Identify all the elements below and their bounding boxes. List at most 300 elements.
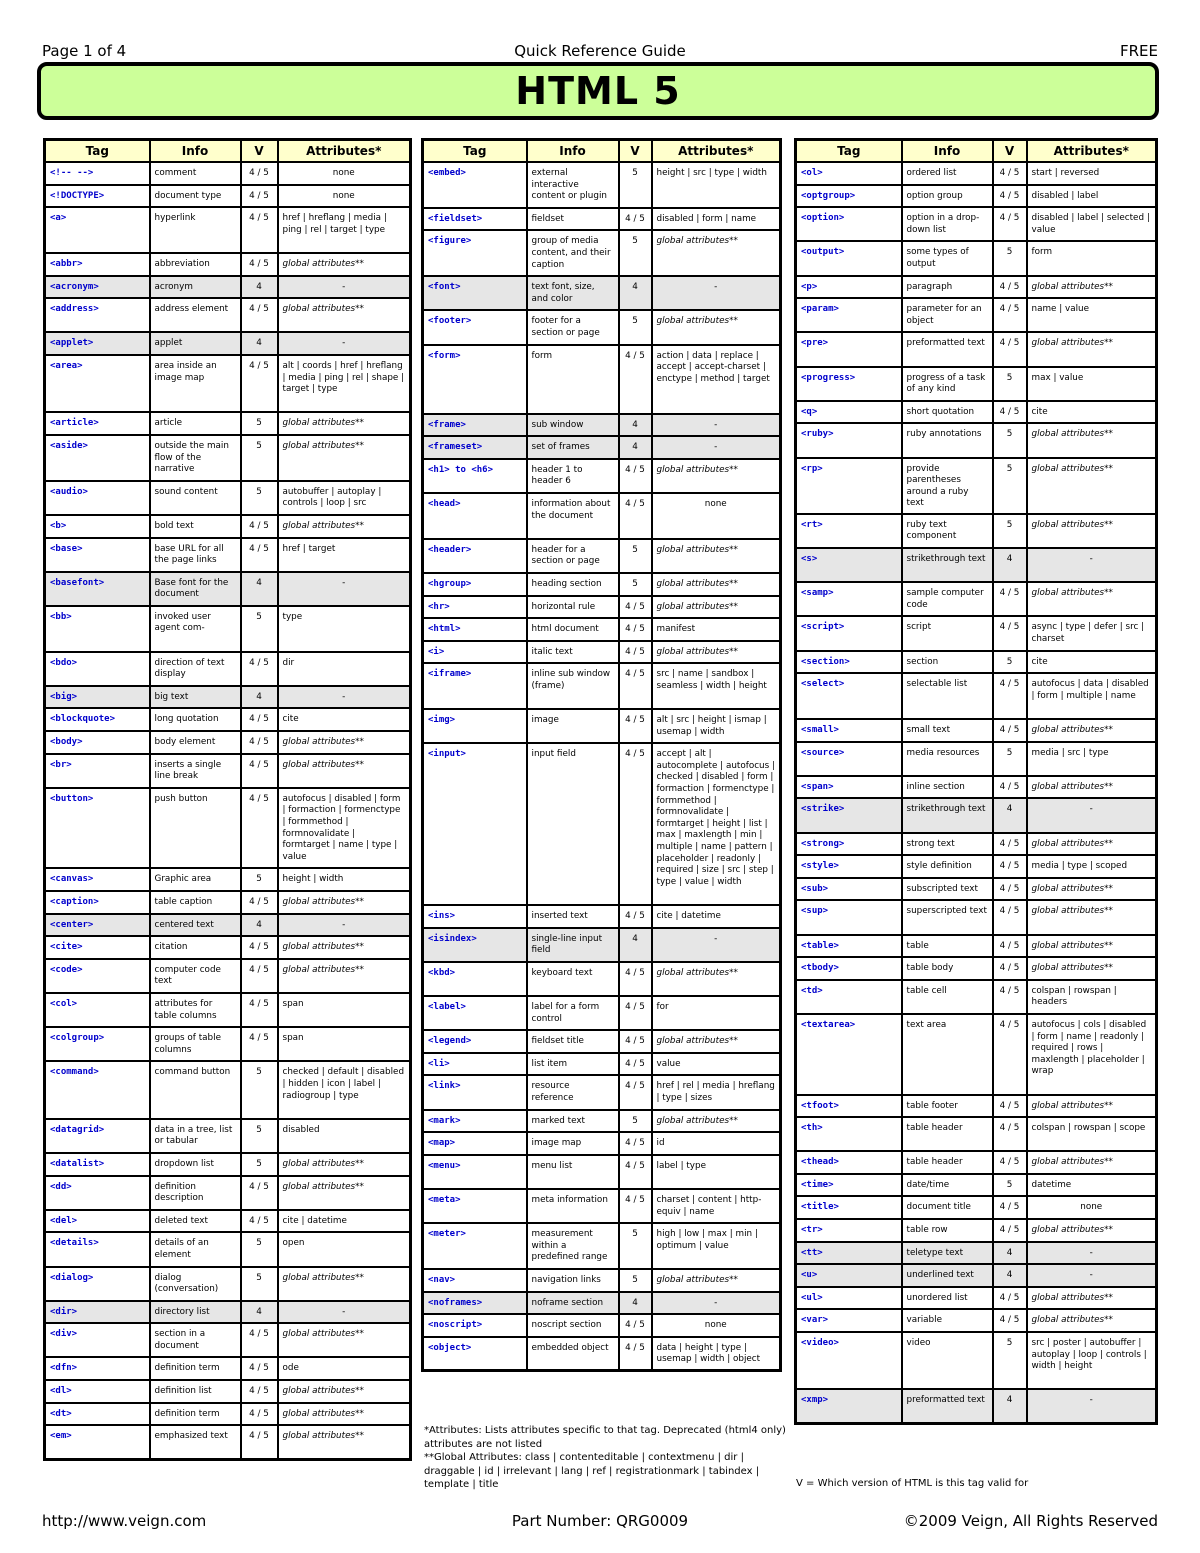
table-row: [423, 905, 781, 928]
tag-cell: <button>: [45, 788, 150, 869]
attributes-cell: -: [652, 928, 781, 962]
attributes-cell: name | value: [1027, 298, 1157, 332]
tag-cell: <blockquote>: [45, 708, 150, 731]
table-row: [423, 1269, 781, 1292]
info-cell: subscripted text: [902, 878, 993, 901]
attributes-cell: global attributes**: [278, 891, 411, 914]
info-cell: fieldset: [527, 208, 619, 231]
table-row: [45, 1119, 411, 1153]
table-row: [796, 241, 1157, 275]
tag-cell: <var>: [796, 1309, 902, 1332]
attributes-cell: -: [652, 414, 781, 437]
tag-header: Tag: [423, 140, 527, 163]
attributes-cell: -: [278, 332, 411, 355]
attributes-cell: global attributes**: [1027, 957, 1157, 980]
info-cell: inserted text: [527, 905, 619, 928]
attributes-cell: global attributes**: [1027, 1219, 1157, 1242]
attributes-cell: dir: [278, 652, 411, 686]
table-row: [45, 298, 411, 332]
version-cell: 5: [241, 481, 278, 515]
attributes-cell: cite | datetime: [278, 1210, 411, 1233]
table-row: [796, 367, 1157, 401]
attributes-cell: global attributes**: [278, 754, 411, 788]
table-row: [45, 1232, 411, 1266]
attributes-cell: span: [278, 993, 411, 1027]
info-cell: applet: [150, 332, 241, 355]
info-cell: progress of a task of any kind: [902, 367, 993, 401]
info-cell: groups of table columns: [150, 1027, 241, 1061]
info-cell: centered text: [150, 914, 241, 937]
info-cell: long quotation: [150, 708, 241, 731]
attributes-cell: -: [652, 436, 781, 459]
version-cell: 4: [619, 414, 652, 437]
attributes-cell: global attributes**: [1027, 423, 1157, 457]
info-cell: details of an element: [150, 1232, 241, 1266]
tag-cell: <h1> to <h6>: [423, 459, 527, 493]
version-cell: 5: [993, 241, 1027, 275]
info-cell: form: [527, 345, 619, 414]
tag-cell: <bdo>: [45, 652, 150, 686]
attributes-cell: global attributes**: [1027, 776, 1157, 799]
info-cell: citation: [150, 936, 241, 959]
tag-cell: <output>: [796, 241, 902, 275]
tag-cell: <hr>: [423, 596, 527, 619]
tag-cell: <img>: [423, 709, 527, 743]
version-cell: 5: [241, 1267, 278, 1301]
tag-cell: <dir>: [45, 1301, 150, 1324]
table-row: [423, 1314, 781, 1337]
info-cell: emphasized text: [150, 1425, 241, 1459]
attributes-cell: manifest: [652, 618, 781, 641]
attributes-cell: -: [652, 276, 781, 310]
info-cell: set of frames: [527, 436, 619, 459]
version-cell: 4 / 5: [619, 1314, 652, 1337]
tag-cell: <cite>: [45, 936, 150, 959]
version-cell: 4 / 5: [993, 582, 1027, 616]
guide-label: Quick Reference Guide: [514, 42, 686, 60]
tag-cell: <basefont>: [45, 572, 150, 606]
table-row: [796, 980, 1157, 1014]
tag-cell: <form>: [423, 345, 527, 414]
table-row: [45, 993, 411, 1027]
version-cell: 4 / 5: [241, 1027, 278, 1061]
version-cell: 4 / 5: [619, 663, 652, 709]
table-row: [423, 996, 781, 1030]
version-cell: 4 / 5: [993, 162, 1027, 185]
version-cell: 4: [993, 1242, 1027, 1265]
attributes-cell: global attributes**: [1027, 1151, 1157, 1174]
attributes-cell: data | height | type | usemap | width | object: [652, 1337, 781, 1371]
version-cell: 4 / 5: [993, 1219, 1027, 1242]
attributes-cell: cite: [1027, 651, 1157, 674]
version-cell: 5: [241, 1232, 278, 1266]
tag-cell: <legend>: [423, 1030, 527, 1053]
attributes-cell: global attributes**: [1027, 276, 1157, 299]
tag-cell: <font>: [423, 276, 527, 310]
info-cell: strikethrough text: [902, 548, 993, 582]
info-cell: area inside an image map: [150, 355, 241, 412]
tag-header: Tag: [796, 140, 902, 163]
version-cell: 5: [241, 606, 278, 652]
table-row: [796, 514, 1157, 548]
tag-cell: <!DOCTYPE>: [45, 185, 150, 208]
attributes-cell: global attributes**: [1027, 900, 1157, 934]
attributes-cell: global attributes**: [278, 298, 411, 332]
tag-cell: <abbr>: [45, 253, 150, 276]
attributes-cell: global attributes**: [652, 459, 781, 493]
info-cell: definition term: [150, 1357, 241, 1380]
attributes-cell: global attributes**: [652, 962, 781, 996]
table-row: [796, 423, 1157, 457]
table-row: [45, 1301, 411, 1324]
table-row: [423, 1155, 781, 1189]
attributes-header: Attributes*: [278, 140, 411, 163]
table-row: [423, 162, 781, 208]
table-row: [45, 652, 411, 686]
tag-cell: <meter>: [423, 1223, 527, 1269]
info-cell: attributes for table columns: [150, 993, 241, 1027]
attributes-cell: colspan | rowspan | headers: [1027, 980, 1157, 1014]
table-row: [423, 230, 781, 276]
attributes-cell: global attributes**: [1027, 878, 1157, 901]
attributes-cell: href | hreflang | media | ping | rel | target | type: [278, 207, 411, 253]
version-cell: 5: [619, 162, 652, 208]
attributes-cell: high | low | max | min | optimum | value: [652, 1223, 781, 1269]
info-cell: table header: [902, 1117, 993, 1151]
tag-cell: <command>: [45, 1061, 150, 1118]
info-cell: table body: [902, 957, 993, 980]
info-cell: image map: [527, 1132, 619, 1155]
version-cell: 4: [241, 1301, 278, 1324]
version-cell: 5: [993, 742, 1027, 776]
version-cell: 4 / 5: [993, 207, 1027, 241]
info-cell: table cell: [902, 980, 993, 1014]
info-cell: video: [902, 1332, 993, 1389]
version-cell: 4: [619, 928, 652, 962]
table-row: [423, 208, 781, 231]
table-row: [796, 776, 1157, 799]
tag-cell: <area>: [45, 355, 150, 412]
tag-cell: <option>: [796, 207, 902, 241]
info-cell: bold text: [150, 515, 241, 538]
version-cell: 4 / 5: [993, 980, 1027, 1014]
table-row: [45, 207, 411, 253]
info-cell: table footer: [902, 1095, 993, 1118]
version-cell: 5: [619, 310, 652, 344]
table-row: [423, 743, 781, 905]
info-cell: sub window: [527, 414, 619, 437]
table-row: [45, 686, 411, 709]
tag-cell: <td>: [796, 980, 902, 1014]
table-row: [45, 914, 411, 937]
tag-cell: <applet>: [45, 332, 150, 355]
version-cell: 4: [241, 572, 278, 606]
table-row: [796, 401, 1157, 424]
attributes-cell: -: [1027, 1242, 1157, 1265]
table-row: [45, 868, 411, 891]
info-cell: inline sub window (frame): [527, 663, 619, 709]
tag-cell: <sup>: [796, 900, 902, 934]
version-cell: 5: [993, 1332, 1027, 1389]
version-cell: 4 / 5: [619, 1030, 652, 1053]
tag-cell: <menu>: [423, 1155, 527, 1189]
tag-cell: <param>: [796, 298, 902, 332]
info-cell: sound content: [150, 481, 241, 515]
tag-cell: <figure>: [423, 230, 527, 276]
version-cell: 4 / 5: [619, 641, 652, 664]
table-row: [45, 1380, 411, 1403]
info-cell: table caption: [150, 891, 241, 914]
table-row: [423, 573, 781, 596]
attributes-cell: accept | alt | autocomplete | autofocus | checked | disabled | form | formaction | formenctype | formmethod | formnovalidate | formtarget | height | list | max | maxlength | min | multiple | name | pattern | placeholder | readonly | required | size | src | step | type | value | width: [652, 743, 781, 905]
free-label: FREE: [1119, 42, 1158, 60]
version-cell: 5: [993, 423, 1027, 457]
attributes-cell: global attributes**: [278, 412, 411, 435]
attributes-cell: disabled | label | selected | value: [1027, 207, 1157, 241]
tag-cell: <acronym>: [45, 276, 150, 299]
version-cell: 4 / 5: [619, 709, 652, 743]
version-cell: 4 / 5: [993, 833, 1027, 856]
tag-cell: <nav>: [423, 1269, 527, 1292]
copyright: ©2009 Veign, All Rights Reserved: [903, 1512, 1158, 1530]
attributes-cell: ode: [278, 1357, 411, 1380]
attributes-cell: disabled: [278, 1119, 411, 1153]
table-row: [796, 900, 1157, 934]
table-row: [45, 1357, 411, 1380]
version-cell: 4 / 5: [241, 253, 278, 276]
table-row: [45, 185, 411, 208]
table-row: [45, 891, 411, 914]
tag-cell: <noscript>: [423, 1314, 527, 1337]
tag-cell: <caption>: [45, 891, 150, 914]
info-cell: input field: [527, 743, 619, 905]
version-cell: 4 / 5: [241, 1357, 278, 1380]
tag-cell: <footer>: [423, 310, 527, 344]
info-cell: image: [527, 709, 619, 743]
tag-cell: <table>: [796, 935, 902, 958]
tag-cell: <iframe>: [423, 663, 527, 709]
tag-cell: <dl>: [45, 1380, 150, 1403]
info-cell: big text: [150, 686, 241, 709]
table-row: [796, 855, 1157, 878]
info-cell: comment: [150, 162, 241, 185]
footnotes: [424, 1424, 789, 1492]
table-row: [423, 618, 781, 641]
tag-cell: <ol>: [796, 162, 902, 185]
version-cell: 4: [993, 798, 1027, 832]
table-row: [796, 719, 1157, 742]
version-cell: 5: [993, 651, 1027, 674]
version-cell: 4 / 5: [241, 207, 278, 253]
info-cell: embedded object: [527, 1337, 619, 1371]
table-row: [45, 332, 411, 355]
tag-cell: <th>: [796, 1117, 902, 1151]
version-cell: 4 / 5: [993, 298, 1027, 332]
table-row: [45, 162, 411, 185]
tag-cell: <del>: [45, 1210, 150, 1233]
version-cell: 4 / 5: [241, 1176, 278, 1210]
tag-cell: <tt>: [796, 1242, 902, 1265]
attributes-cell: id: [652, 1132, 781, 1155]
info-cell: noscript section: [527, 1314, 619, 1337]
version-cell: 4 / 5: [993, 900, 1027, 934]
version-cell: 4 / 5: [993, 1014, 1027, 1095]
version-cell: 4 / 5: [241, 959, 278, 993]
version-cell: 4 / 5: [993, 878, 1027, 901]
table-row: [796, 458, 1157, 514]
info-cell: preformatted text: [902, 332, 993, 366]
tag-cell: <br>: [45, 754, 150, 788]
tag-cell: <p>: [796, 276, 902, 299]
version-header: V: [241, 140, 278, 163]
attributes-cell: href | rel | media | hreflang | type | sizes: [652, 1075, 781, 1109]
table-row: [796, 673, 1157, 719]
info-cell: acronym: [150, 276, 241, 299]
info-cell: definition list: [150, 1380, 241, 1403]
version-cell: 4 / 5: [619, 596, 652, 619]
table-row: [796, 1242, 1157, 1265]
tag-cell: <span>: [796, 776, 902, 799]
info-cell: text area: [902, 1014, 993, 1095]
version-cell: 4 / 5: [619, 618, 652, 641]
tag-cell: <pre>: [796, 332, 902, 366]
attributes-cell: global attributes**: [278, 731, 411, 754]
attributes-cell: global attributes**: [652, 641, 781, 664]
table-row: [423, 345, 781, 414]
attributes-cell: autofocus | disabled | form | formaction | formenctype | formmethod | formnovalidate | formtarget | name | type | value: [278, 788, 411, 869]
tag-cell: <body>: [45, 731, 150, 754]
tag-cell: <style>: [796, 855, 902, 878]
table-row: [423, 1337, 781, 1371]
info-cell: body element: [150, 731, 241, 754]
tag-cell: <big>: [45, 686, 150, 709]
tag-cell: <strike>: [796, 798, 902, 832]
version-cell: 4: [993, 1389, 1027, 1423]
version-cell: 4 / 5: [241, 1380, 278, 1403]
version-cell: 4 / 5: [619, 743, 652, 905]
attributes-cell: global attributes**: [278, 1176, 411, 1210]
table-row: [796, 185, 1157, 208]
info-cell: option group: [902, 185, 993, 208]
tag-cell: <rt>: [796, 514, 902, 548]
attributes-cell: form: [1027, 241, 1157, 275]
attributes-cell: media | type | scoped: [1027, 855, 1157, 878]
version-cell: 4 / 5: [241, 652, 278, 686]
tag-cell: <u>: [796, 1264, 902, 1287]
version-cell: 4 / 5: [993, 1196, 1027, 1219]
info-cell: fieldset title: [527, 1030, 619, 1053]
info-cell: marked text: [527, 1110, 619, 1133]
version-cell: 5: [619, 539, 652, 573]
attributes-cell: colspan | rowspan | scope: [1027, 1117, 1157, 1151]
page-title: HTML 5: [515, 69, 681, 113]
tag-cell: <q>: [796, 401, 902, 424]
tag-cell: <thead>: [796, 1151, 902, 1174]
table-row: [423, 436, 781, 459]
attributes-cell: datetime: [1027, 1174, 1157, 1197]
tag-cell: <samp>: [796, 582, 902, 616]
tag-cell: <strong>: [796, 833, 902, 856]
version-cell: 4 / 5: [993, 332, 1027, 366]
attributes-cell: autobuffer | autoplay | controls | loop | src: [278, 481, 411, 515]
version-cell: 4: [993, 1264, 1027, 1287]
info-cell: outside the main flow of the narrative: [150, 435, 241, 481]
version-cell: 4: [241, 914, 278, 937]
version-cell: 4: [241, 276, 278, 299]
version-cell: 5: [619, 1110, 652, 1133]
info-cell: keyboard text: [527, 962, 619, 996]
table-row: [423, 709, 781, 743]
version-cell: 4: [619, 1292, 652, 1315]
table-row: [45, 481, 411, 515]
info-cell: definition term: [150, 1403, 241, 1426]
website-link[interactable]: http://www.veign.com: [42, 1512, 207, 1530]
info-cell: media resources: [902, 742, 993, 776]
table-row: [796, 1095, 1157, 1118]
table-row: [45, 412, 411, 435]
attributes-cell: global attributes**: [278, 435, 411, 481]
attributes-cell: cite: [1027, 401, 1157, 424]
tag-cell: <colgroup>: [45, 1027, 150, 1061]
version-header: V: [993, 140, 1027, 163]
info-cell: table row: [902, 1219, 993, 1242]
attributes-cell: start | reversed: [1027, 162, 1157, 185]
version-cell: 4 / 5: [993, 616, 1027, 650]
attributes-cell: global attributes**: [652, 596, 781, 619]
version-cell: 4 / 5: [619, 459, 652, 493]
tag-cell: <source>: [796, 742, 902, 776]
tag-cell: <rp>: [796, 458, 902, 514]
info-cell: computer code text: [150, 959, 241, 993]
table-row: [45, 253, 411, 276]
info-cell: directory list: [150, 1301, 241, 1324]
attributes-cell: disabled | form | name: [652, 208, 781, 231]
tag-cell: <bb>: [45, 606, 150, 652]
tag-cell: <section>: [796, 651, 902, 674]
table-row: [45, 1425, 411, 1459]
attributes-cell: value: [652, 1053, 781, 1076]
page-number: Page 1 of 4: [42, 42, 127, 60]
attributes-cell: global attributes**: [652, 573, 781, 596]
version-cell: 4 / 5: [619, 905, 652, 928]
info-cell: parameter for an object: [902, 298, 993, 332]
table-row: [423, 663, 781, 709]
version-cell: 4 / 5: [993, 1151, 1027, 1174]
attributes-cell: none: [278, 162, 411, 185]
tag-cell: <small>: [796, 719, 902, 742]
table-row: [45, 1210, 411, 1233]
table-row: [45, 355, 411, 412]
version-cell: 4 / 5: [993, 935, 1027, 958]
attributes-cell: -: [278, 686, 411, 709]
version-cell: 4: [619, 276, 652, 310]
attributes-cell: global attributes**: [278, 936, 411, 959]
info-cell: data in a tree, list or tabular: [150, 1119, 241, 1153]
info-cell: abbreviation: [150, 253, 241, 276]
info-cell: ruby text component: [902, 514, 993, 548]
version-cell: 4 / 5: [241, 936, 278, 959]
attributes-cell: global attributes**: [1027, 1095, 1157, 1118]
version-cell: 4: [619, 436, 652, 459]
tag-cell: <html>: [423, 618, 527, 641]
attributes-cell: global attributes**: [278, 959, 411, 993]
attributes-cell: global attributes**: [278, 1425, 411, 1459]
attributes-cell: alt | coords | href | hreflang | media | ping | rel | shape | target | type: [278, 355, 411, 412]
info-cell: date/time: [902, 1174, 993, 1197]
tag-table-3: [794, 138, 1158, 1425]
attributes-cell: global attributes**: [652, 1110, 781, 1133]
attributes-cell: global attributes**: [1027, 514, 1157, 548]
